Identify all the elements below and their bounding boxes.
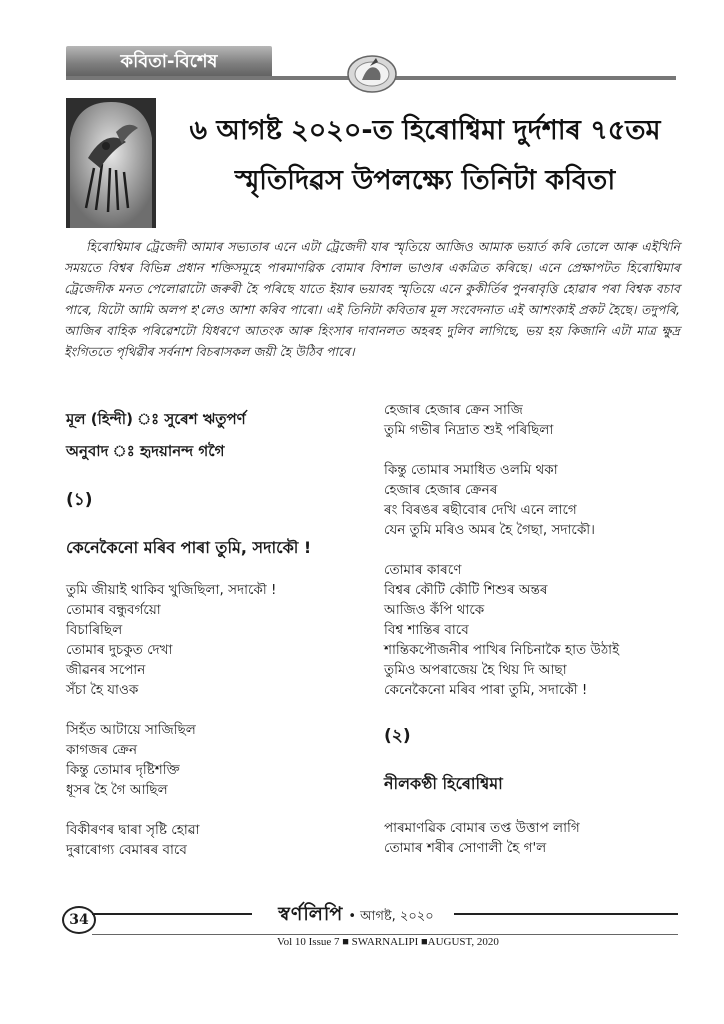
poem-line: সঁচা হৈ যাওক <box>66 682 139 698</box>
poem-line: তুমিও অপৰাজেয় হৈ থিয় দি আছা <box>384 662 567 678</box>
poem-1-stanza <box>384 460 684 540</box>
issue-info: Vol 10 Issue 7 ■ SWARNALIPI ■AUGUST, 2020 <box>277 936 499 948</box>
poem-line: তোমাৰ কাৰণে <box>384 562 462 578</box>
poem-line: বিচাৰিছিল <box>66 622 123 638</box>
poem-line: তুমি গভীৰ নিদ্ৰাত শুই পৰিছিলা <box>384 422 554 438</box>
poem-line: তুমি জীয়াই থাকিব খুজিছিলা, সদাকৌ ! <box>66 582 277 598</box>
poem-line: তোমাৰ বন্ধুবৰ্গয়ো <box>66 602 161 618</box>
poem-line: তোমাৰ শৰীৰ সোণালী হৈ গ'ল <box>384 840 547 856</box>
magazine-name: স্বৰ্ণলিপি <box>278 903 344 925</box>
intro-paragraph: হিৰোশ্বিমাৰ ট্ৰেজেদী আমাৰ সভ্যতাৰ এনে এটা ট্ৰেজেদী যাৰ স্মৃতিয়ে আজিও আমাক ভয়াৰ্ত কৰি তোলে আৰু এইখিনি সময়তে বিশ্বৰ বিভিন্ন প্ৰধান শক্তিসমূহে পাৰমাণৱিক বোমাৰ বিশাল ভাণ্ডাৰ একত্ৰিত কৰিছে। এনে প্ৰেক্ষাপটত হিৰোশ্বিমাৰ ট্ৰেজেদীক মনত পেলোৱাটো জৰুৰী হৈ পৰিছে যাতে ইয়াৰ ভয়াবহ স্মৃতিয়ে এনে কুকীৰ্তিৰ পুনৰাবৃত্তি হোৱাৰ পৰা বিশ্বক বচাব পাৰে, যিটো আমি অলপ হ'লেও আশা কৰিব পাৰো। এই তিনিটা কবিতাৰ মূল সংবেদনাত এই আশংকাই প্ৰকট হৈছে। তদুপৰি, আজিৰ বাহিক পৰিৱেশটো যিধৰণে আতংক আৰু হিংসাৰ দাবানলত অহৰহ দুলিব লাগিছে, ভয় হয় কিজানি এটা মাত্ৰ ক্ষুদ্ৰ ইংগিততে পৃথিৱীৰ সৰ্বনাশ বিচৰাসকল জয়ী হৈ উঠিব পাৰে। <box>64 239 680 359</box>
poem-1-stanza <box>66 720 366 800</box>
poem-line: আজিও কঁপি থাকে <box>384 602 485 618</box>
poem-line: পাৰমাণৱিক বোমাৰ তপ্ত উত্তাপ লাগি <box>384 820 580 836</box>
poem-line: হেজাৰ হেজাৰ ক্ৰেনৰ <box>384 482 498 498</box>
poem-line: দুৰাৰোগ্য বেমাৰৰ বাবে <box>66 842 187 858</box>
poem-1-stanza <box>384 400 684 440</box>
footer-rule <box>92 934 678 935</box>
poem-line: বিকীৰণৰ দ্বাৰা সৃষ্টি হোৱা <box>66 822 200 838</box>
credit-original: মূল (হিন্দী) ঃ সুৰেশ ঋতুপৰ্ণ <box>66 410 246 428</box>
poem-line: বিশ্বৰ কৌটি কৌটি শিশুৰ অন্তৰ <box>384 582 548 598</box>
page-title-line-2: স্মৃতিদিৱস উপলক্ষ্যে তিনিটা কবিতা <box>234 165 616 196</box>
header-emblem-icon <box>346 50 398 94</box>
left-column <box>66 408 366 880</box>
footer-rule <box>454 913 678 915</box>
right-column <box>384 400 684 878</box>
poem-2-number: (২) <box>384 726 411 746</box>
poem-1-stanza <box>66 820 366 860</box>
poem-line: কেনেকৈনো মৰিব পাৰা তুমি, সদাকৌ ! <box>384 682 588 698</box>
poem-line: হেজাৰ হেজাৰ ক্ৰেন সাজি <box>384 402 523 418</box>
page-number: 34 <box>62 906 96 934</box>
issue-date: • আগষ্ট, ২০২০ <box>348 909 434 924</box>
poem-line: যেন তুমি মৰিও অমৰ হৈ গৈছা, সদাকৌ। <box>384 522 595 538</box>
masthead <box>258 900 454 932</box>
poem-1-stanza <box>384 560 684 700</box>
poem-line: কিন্তু তোমাৰ দৃষ্টিশক্তি <box>66 762 180 778</box>
poem-1-title: কেনেকৈনো মৰিব পাৰা তুমি, সদাকৌ ! <box>66 538 312 557</box>
poem-line: শান্তিকপৌজনীৰ পাখিৰ নিচিনাকৈ হাত উঠাই <box>384 642 620 658</box>
poem-line: কিন্তু তোমাৰ সমাধিত ওলমি থকা <box>384 462 558 478</box>
poem-line: সিহঁত আটায়ে সাজিছিল <box>66 722 196 738</box>
page-title-line-1: ৬ আগষ্ট ২০২০-ত হিৰোশ্বিমা দুৰ্দশাৰ ৭৫তম <box>189 115 661 146</box>
poem-line: জীৱনৰ সপোন <box>66 662 146 678</box>
footer-rule <box>92 913 252 915</box>
poem-line: ৰং বিৰঙৰ ৰছীবোৰ দেখি এনে লাগে <box>384 502 577 518</box>
poem-1-number: (১) <box>66 490 93 510</box>
poem-1-stanza <box>66 580 366 700</box>
poem-line: কাগজৰ ক্ৰেন <box>66 742 138 758</box>
illustration-image <box>66 98 156 228</box>
poem-2-stanza <box>384 818 684 858</box>
credit-translation: অনুবাদ ঃ হৃদয়ানন্দ গগৈ <box>66 442 225 460</box>
poem-2-title: নীলকণ্ঠী হিৰোশ্বিমা <box>384 774 503 793</box>
poem-line: তোমাৰ দুচকুত দেখা <box>66 642 173 658</box>
poem-line: বিশ্ব শান্তিৰ বাবে <box>384 622 469 638</box>
poem-line: ধূসৰ হৈ গৈ আছিল <box>66 782 168 798</box>
section-label: কবিতা-বিশেষ <box>66 46 272 78</box>
